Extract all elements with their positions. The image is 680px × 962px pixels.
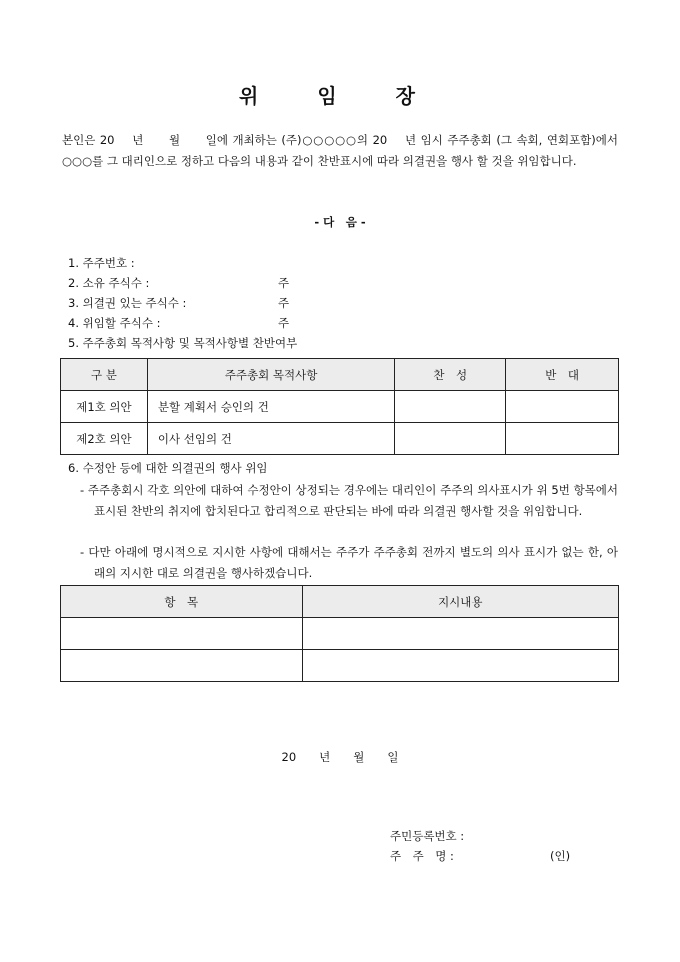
resident-id-label: 주민등록번호 : [390, 829, 465, 843]
item-cell[interactable] [61, 650, 303, 682]
section6-bullet: - 주주총회시 각호 의안에 대하여 수정안이 상정되는 경우에는 대리인이 주주의 의사표시가 위 5번 항목에서 표시된 찬반의 취지에 합치된다고 합리적으로 판단되는 바에 따라 의결권 행사할 것을 위임합니다. [80, 483, 618, 518]
agenda-title: 이사 선임의 건 [147, 423, 394, 455]
section6-title: 6. 수정안 등에 대한 의결권의 행사 위임 [68, 461, 268, 475]
unit: 주 [278, 276, 290, 290]
seal-mark: (인) [550, 849, 571, 863]
section6-bullet: - 다만 아래에 명시적으로 지시한 사항에 대해서는 주주가 주주총회 전까지 별도의 의사 표시가 없는 한, 아래의 지시한 대로 의결권을 행사하겠습니다. [80, 545, 618, 580]
header-agenda: 주주총회 목적사항 [147, 359, 394, 391]
item-owned-shares: 2. 소유 주식수 : [68, 276, 150, 290]
item-agenda: 5. 주주총회 목적사항 및 목적사항별 찬반여부 [68, 336, 298, 350]
table-header-row [61, 359, 619, 391]
header-instruction: 지시내용 [302, 586, 618, 618]
vote-against-cell[interactable] [506, 423, 619, 455]
vote-for-cell[interactable] [395, 391, 506, 423]
header-category: 구 분 [61, 359, 148, 391]
table-row [61, 423, 619, 455]
table-row [61, 618, 619, 650]
header-for: 찬 성 [395, 359, 506, 391]
vote-for-cell[interactable] [395, 423, 506, 455]
item-voting-shares: 3. 의결권 있는 주식수 : [68, 296, 187, 310]
unit: 주 [278, 316, 290, 330]
agenda-table [60, 358, 619, 455]
item-cell[interactable] [61, 618, 303, 650]
instruction-table [60, 585, 619, 682]
instruction-cell[interactable] [302, 618, 618, 650]
shareholder-name-label: 주 주 명 : [390, 849, 454, 863]
date-line: 20 년 월 일 [281, 750, 399, 764]
intro-paragraph: 본인은 20 년 월 일에 개최하는 (주)○○○○○의 20 년 임시 주주총회 (그 속회, 연회포함)에서 ○○○를 그 대리인으로 정하고 다음의 내용과 같이 찬반표시에 따라 의결권을 행사 할 것을 위임합니다. [62, 133, 618, 168]
unit: 주 [278, 296, 290, 310]
header-item: 항 목 [61, 586, 303, 618]
section-heading: - 다 음 - [314, 215, 366, 229]
agenda-number: 제2호 의안 [61, 423, 148, 455]
agenda-title: 분할 계획서 승인의 건 [147, 391, 394, 423]
agenda-number: 제1호 의안 [61, 391, 148, 423]
table-row [61, 391, 619, 423]
vote-against-cell[interactable] [506, 391, 619, 423]
instruction-cell[interactable] [302, 650, 618, 682]
table-row [61, 650, 619, 682]
document-title: 위 임 장 [239, 84, 441, 108]
header-against: 반 대 [506, 359, 619, 391]
table-header-row [61, 586, 619, 618]
item-shareholder-number: 1. 주주번호 : [68, 256, 135, 270]
item-delegated-shares: 4. 위임할 주식수 : [68, 316, 161, 330]
